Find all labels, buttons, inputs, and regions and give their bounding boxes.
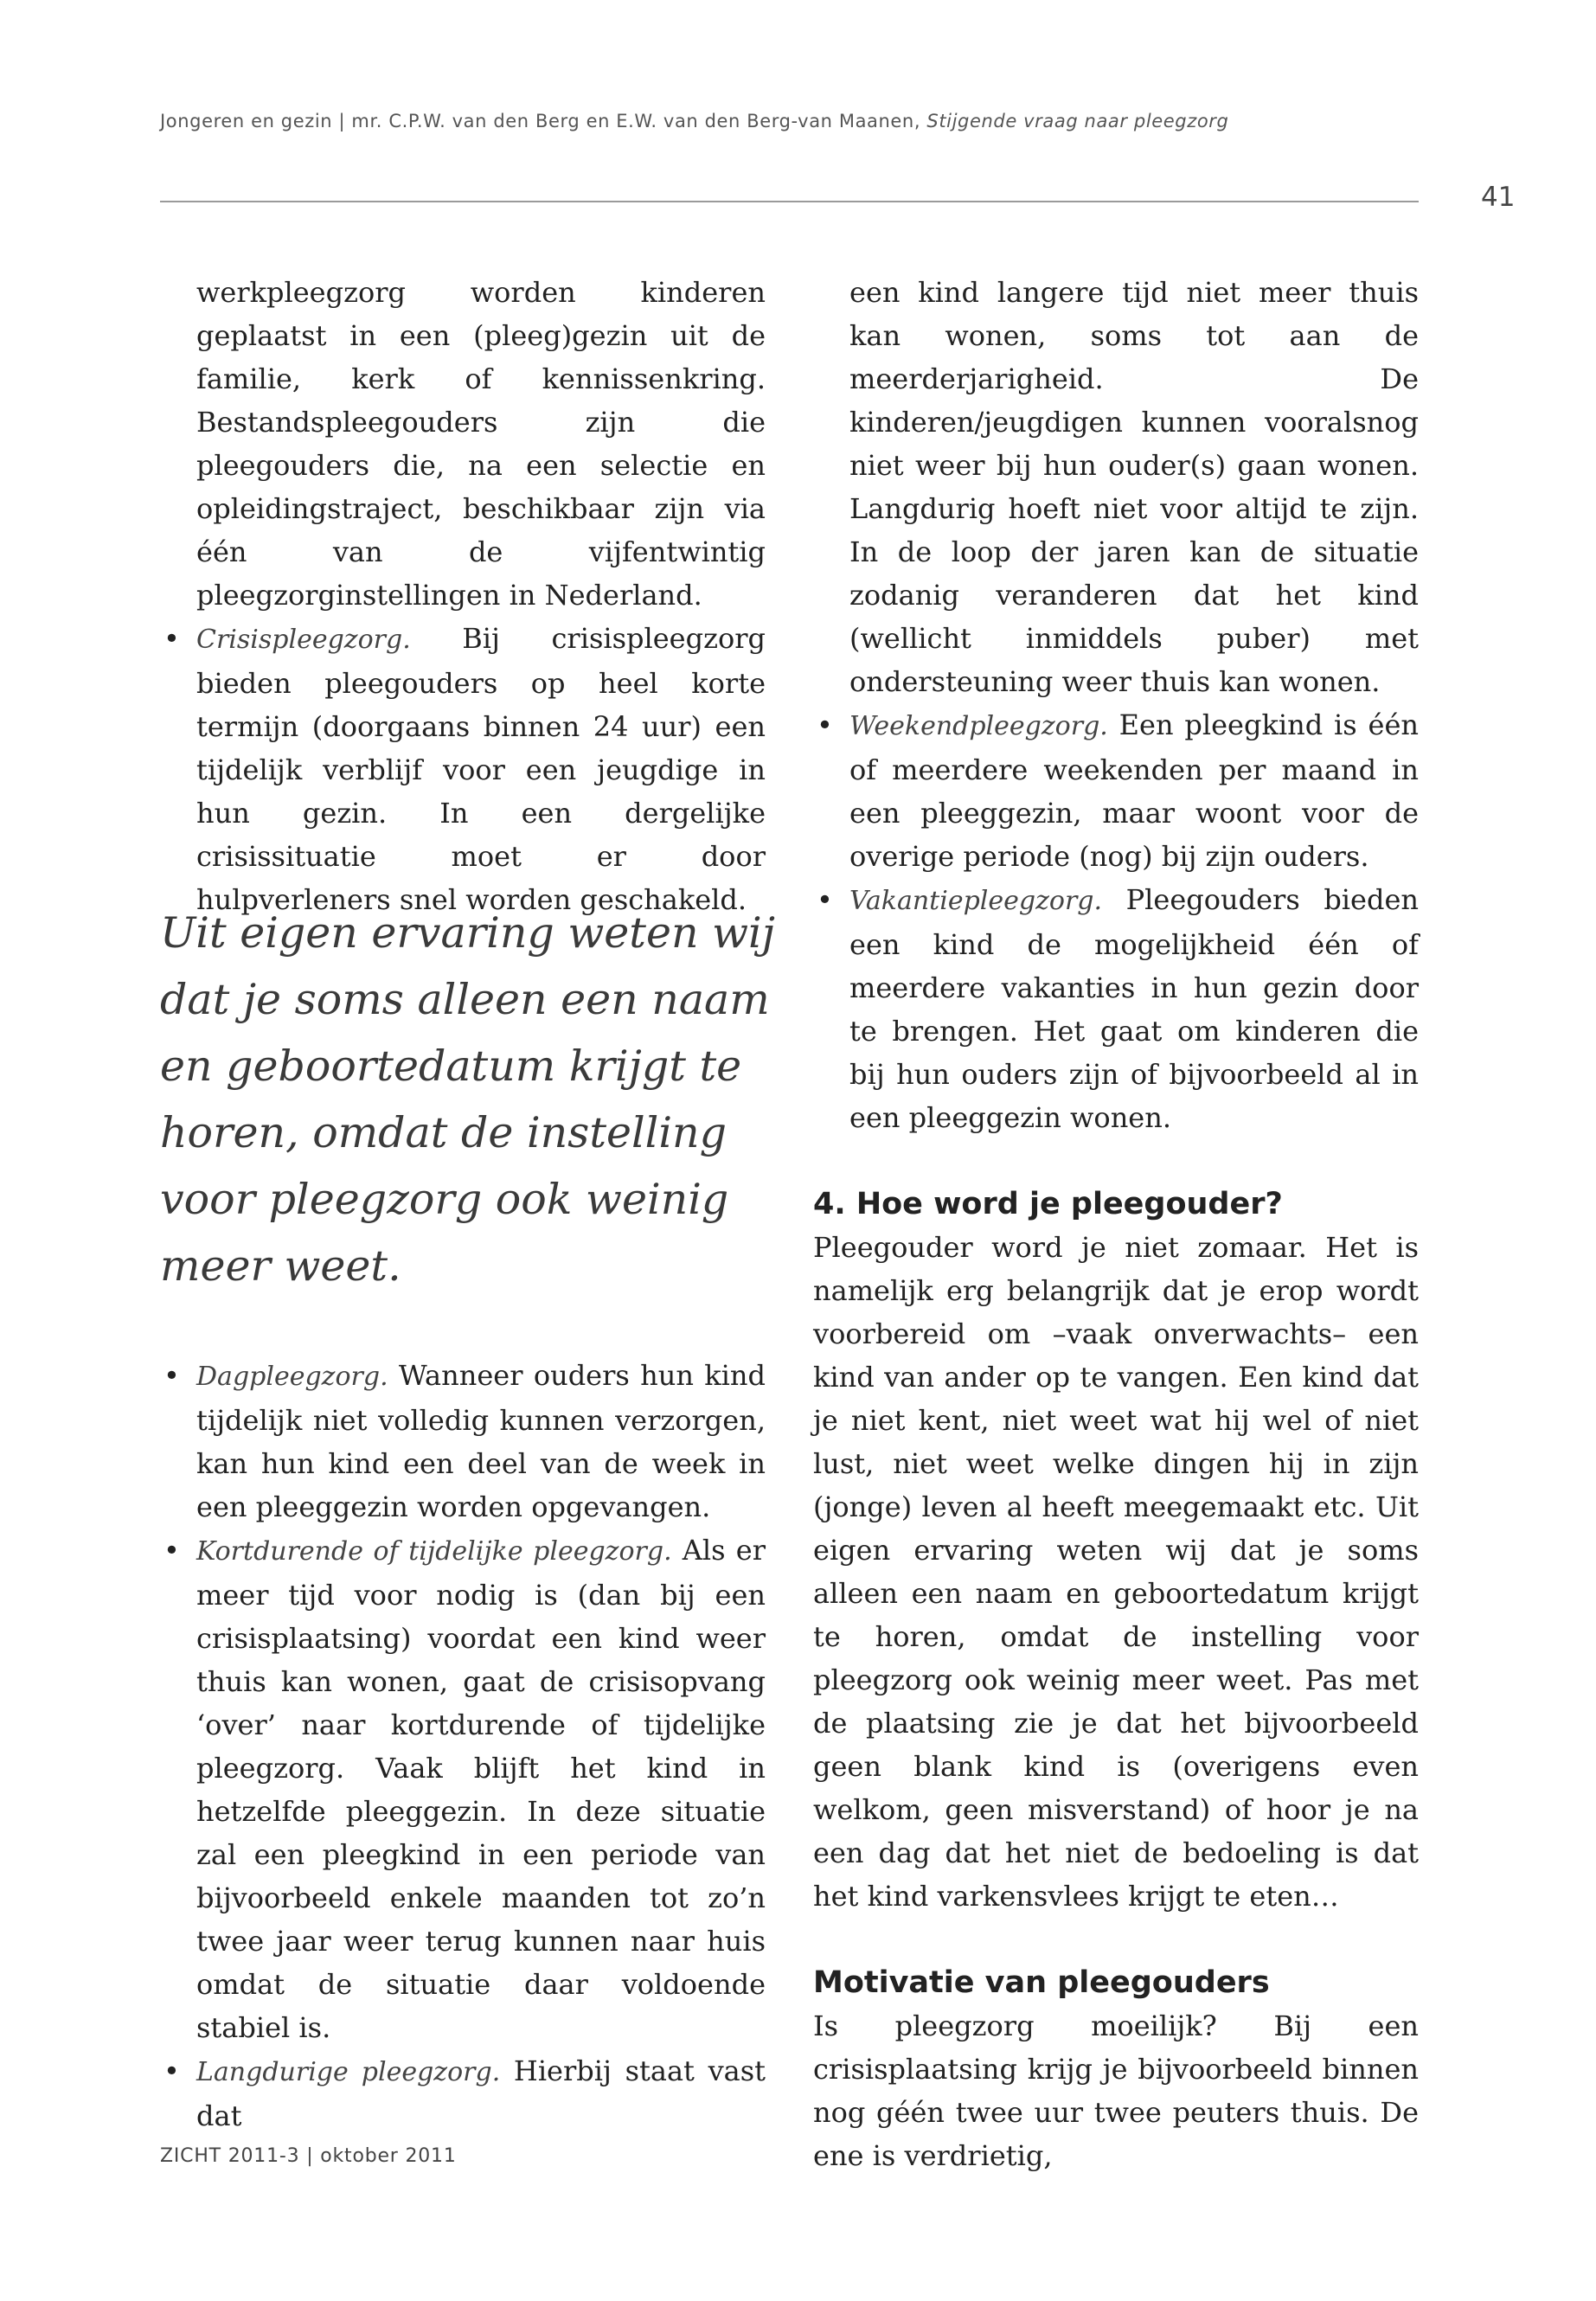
bullet-text: Bij crisispleegzorg bieden pleegouders op heel korte termijn (doorgaans binnen 24 uur) een tijdelijk verblijf voor een jeugdige in hun gezin. In een dergelijke crisissituatie moet er door hulpverleners snel worden geschakeld. bbox=[196, 622, 766, 916]
bullet-term: Langdurige pleegzorg. bbox=[196, 2057, 501, 2087]
bullet-weekendpleegzorg bbox=[813, 703, 1419, 878]
page-number: 41 bbox=[1481, 182, 1516, 213]
section-4-body: Pleegouder word je niet zomaar. Het is namelijk erg belangrijk dat je erop wordt voorbereid om –vaak onverwachts– een kind van ander op te vangen. Een kind dat je niet kent, niet weet wat hij wel of niet lust, niet weet welke dingen hij in zijn (jonge) leven al heeft meegemaakt etc. Uit eigen ervaring weten wij dat je soms alleen een naam en geboortedatum krijgt te horen, omdat de instelling voor pleegzorg ook weinig meer weet. Pas met de plaatsing zie je dat het bijvoorbeeld geen blank kind is (overigens even welkom, geen misverstand) of hoor je na een dag dat het niet de bedoeling is dat het kind varkensvlees krijgt te eten… bbox=[813, 1231, 1419, 1913]
bullet-kortdurende-pleegzorg bbox=[160, 1529, 766, 2049]
bullet-text: Als er meer tijd voor nodig is (dan bij een crisisplaatsing) voordat een kind weer thuis kan wonen, gaat de crisisopvang ‘over’ naar kortdurende of tijdelijke pleegzorg. Vaak blijft het kind in hetzelfde pleeggezin. In deze situatie zal een pleegkind in een periode van bijvoorbeeld enkele maanden tot zo’n twee jaar weer terug kunnen naar huis omdat de situatie daar voldoende stabiel is. bbox=[196, 1534, 766, 2044]
left-intro-paragraph: werkpleegzorg worden kinderen geplaatst in een (pleeg)gezin uit de familie, kerk of kennissenkring. Bestandspleegouders zijn die pleegouders die, na een selectie en opleidingstraject, beschikbaar zijn via één van de vijfentwintig pleegzorginstellingen in Nederland. bbox=[196, 276, 766, 612]
bullet-langdurige-pleegzorg bbox=[160, 2049, 766, 2138]
left-column-top bbox=[160, 271, 766, 921]
bullet-text: Hierbij staat vast dat bbox=[196, 2054, 766, 2132]
left-bullet-list-top bbox=[160, 617, 766, 921]
header-divider bbox=[160, 201, 1419, 202]
left-bullet-list-bottom bbox=[160, 1354, 766, 2138]
bullet-term: Dagpleegzorg. bbox=[196, 1362, 388, 1392]
section-4-heading: 4. Hoe word je pleegouder? bbox=[813, 1187, 1283, 1221]
running-head-title: Stijgende vraag naar pleegzorg bbox=[926, 111, 1229, 131]
pull-quote: Uit eigen ervaring weten wij dat je soms alleen een naam en geboortedatum krijgt te horen, omdat de instelling voor pleegzorg ook weinig meer weet. bbox=[160, 908, 775, 1291]
bullet-text: Een pleegkind is één of meerdere weekenden per maand in een pleeggezin, maar woont voor de overige periode (nog) bij zijn ouders. bbox=[849, 708, 1419, 873]
bullet-term: Kortdurende of tijdelijke pleegzorg. bbox=[196, 1536, 672, 1567]
bullet-term: Crisispleegzorg. bbox=[196, 625, 411, 655]
bullet-text: Wanneer ouders hun kind tijdelijk niet volledig kunnen verzorgen, kan hun kind een deel van de week in een pleeggezin worden opgevangen. bbox=[196, 1359, 766, 1523]
left-column-bottom bbox=[160, 1354, 766, 2138]
motivation-heading: Motivatie van pleegouders bbox=[813, 1965, 1270, 2000]
bullet-crisispleegzorg bbox=[160, 617, 766, 921]
footer: ZICHT 2011-3 | oktober 2011 bbox=[160, 2145, 457, 2167]
bullet-term: Weekendpleegzorg. bbox=[849, 711, 1108, 741]
bullet-dagpleegzorg bbox=[160, 1354, 766, 1529]
running-head bbox=[160, 111, 1423, 131]
bullet-term: Vakantiepleegzorg. bbox=[849, 886, 1103, 916]
right-continuation-paragraph: een kind langere tijd niet meer thuis kan wonen, soms tot aan de meerderjarigheid. De kinderen/jeugdigen kunnen vooralsnog niet weer bij hun ouder(s) gaan wonen. Langdurig hoeft niet voor altijd te zijn. In de loop der jaren kan de situatie zodanig veranderen dat het kind (wellicht inmiddels puber) met ondersteuning weer thuis kan wonen. bbox=[849, 276, 1419, 698]
bullet-text: Pleegouders bieden een kind de mogelijkheid één of meerdere vakanties in hun gezin door te brengen. Het gaat om kinderen die bij hun ouders zijn of bijvoorbeeld al in een pleeggezin wonen. bbox=[849, 883, 1419, 1134]
running-head-authors: Jongeren en gezin | mr. C.P.W. van den Berg en E.W. van den Berg-van Maanen, bbox=[160, 111, 927, 131]
right-column bbox=[813, 271, 1419, 2177]
motivation-body: Is pleegzorg moeilijk? Bij een crisisplaatsing krijg je bijvoorbeeld binnen nog géén twee uur twee peuters thuis. De ene is verdrietig, bbox=[813, 2009, 1419, 2172]
bullet-vakantiepleegzorg bbox=[813, 878, 1419, 1139]
right-bullet-list bbox=[813, 703, 1419, 1139]
